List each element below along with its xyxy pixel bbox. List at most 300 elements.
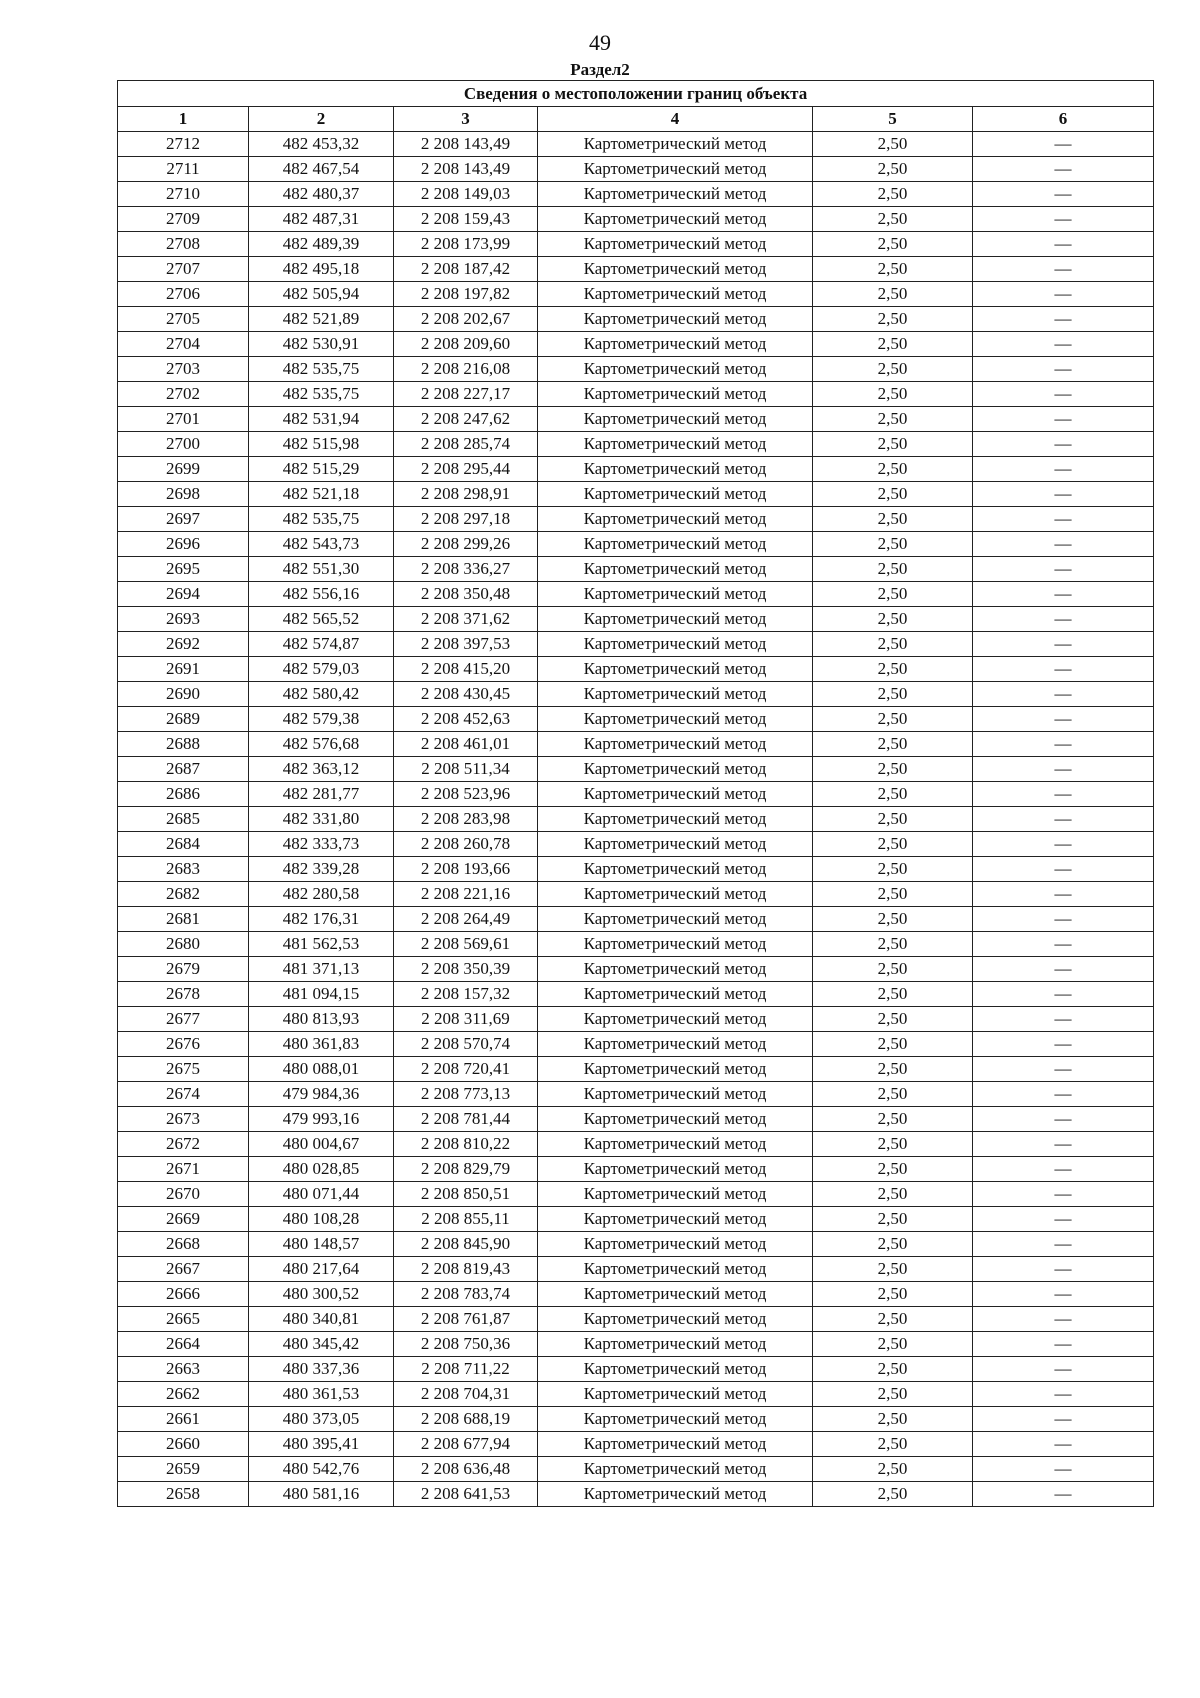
accuracy-cell: 2,50 [813,207,973,232]
x-coordinate-cell: 482 505,94 [249,282,394,307]
description-cell: — [973,807,1154,832]
accuracy-cell: 2,50 [813,1257,973,1282]
table-row [118,232,1154,257]
point-number-cell: 2701 [118,407,249,432]
y-coordinate-cell: 2 208 430,45 [394,682,538,707]
description-cell: — [973,257,1154,282]
method-cell: Картометрический метод [538,682,813,707]
accuracy-cell: 2,50 [813,882,973,907]
accuracy-cell: 2,50 [813,982,973,1007]
column-header-4: 4 [538,107,813,132]
x-coordinate-cell: 480 108,28 [249,1207,394,1232]
description-cell: — [973,1357,1154,1382]
y-coordinate-cell: 2 208 350,39 [394,957,538,982]
x-coordinate-cell: 482 176,31 [249,907,394,932]
method-cell: Картометрический метод [538,557,813,582]
y-coordinate-cell: 2 208 773,13 [394,1082,538,1107]
method-cell: Картометрический метод [538,282,813,307]
accuracy-cell: 2,50 [813,1282,973,1307]
accuracy-cell: 2,50 [813,1307,973,1332]
accuracy-cell: 2,50 [813,707,973,732]
point-number-cell: 2704 [118,332,249,357]
point-number-cell: 2677 [118,1007,249,1032]
point-number-cell: 2662 [118,1382,249,1407]
description-cell: — [973,557,1154,582]
point-number-cell: 2669 [118,1207,249,1232]
point-number-cell: 2709 [118,207,249,232]
x-coordinate-cell: 482 531,94 [249,407,394,432]
x-coordinate-cell: 480 361,53 [249,1382,394,1407]
x-coordinate-cell: 480 345,42 [249,1332,394,1357]
accuracy-cell: 2,50 [813,232,973,257]
table-row [118,382,1154,407]
x-coordinate-cell: 480 813,93 [249,1007,394,1032]
point-number-cell: 2674 [118,1082,249,1107]
x-coordinate-cell: 482 530,91 [249,332,394,357]
x-coordinate-cell: 480 373,05 [249,1407,394,1432]
method-cell: Картометрический метод [538,1082,813,1107]
table-row [118,257,1154,282]
x-coordinate-cell: 480 361,83 [249,1032,394,1057]
x-coordinate-cell: 482 574,87 [249,632,394,657]
description-cell: — [973,757,1154,782]
x-coordinate-cell: 481 562,53 [249,932,394,957]
accuracy-cell: 2,50 [813,507,973,532]
accuracy-cell: 2,50 [813,582,973,607]
table-caption: Сведения о местоположении границ объекта [118,81,1154,107]
x-coordinate-cell: 482 495,18 [249,257,394,282]
y-coordinate-cell: 2 208 159,43 [394,207,538,232]
table-row [118,1132,1154,1157]
point-number-cell: 2707 [118,257,249,282]
description-cell: — [973,582,1154,607]
y-coordinate-cell: 2 208 850,51 [394,1182,538,1207]
method-cell: Картометрический метод [538,782,813,807]
accuracy-cell: 2,50 [813,1457,973,1482]
accuracy-cell: 2,50 [813,257,973,282]
accuracy-cell: 2,50 [813,807,973,832]
description-cell: — [973,1082,1154,1107]
table-row [118,832,1154,857]
point-number-cell: 2711 [118,157,249,182]
y-coordinate-cell: 2 208 143,49 [394,132,538,157]
x-coordinate-cell: 480 071,44 [249,1182,394,1207]
method-cell: Картометрический метод [538,1132,813,1157]
x-coordinate-cell: 482 363,12 [249,757,394,782]
accuracy-cell: 2,50 [813,1382,973,1407]
x-coordinate-cell: 482 515,98 [249,432,394,457]
point-number-cell: 2700 [118,432,249,457]
description-cell: — [973,407,1154,432]
accuracy-cell: 2,50 [813,432,973,457]
x-coordinate-cell: 480 004,67 [249,1132,394,1157]
point-number-cell: 2672 [118,1132,249,1157]
point-number-cell: 2682 [118,882,249,907]
y-coordinate-cell: 2 208 845,90 [394,1232,538,1257]
y-coordinate-cell: 2 208 283,98 [394,807,538,832]
accuracy-cell: 2,50 [813,932,973,957]
table-row [118,582,1154,607]
method-cell: Картометрический метод [538,232,813,257]
x-coordinate-cell: 482 576,68 [249,732,394,757]
y-coordinate-cell: 2 208 298,91 [394,482,538,507]
point-number-cell: 2660 [118,1432,249,1457]
x-coordinate-cell: 482 556,16 [249,582,394,607]
y-coordinate-cell: 2 208 636,48 [394,1457,538,1482]
description-cell: — [973,882,1154,907]
point-number-cell: 2664 [118,1332,249,1357]
y-coordinate-cell: 2 208 810,22 [394,1132,538,1157]
method-cell: Картометрический метод [538,1232,813,1257]
description-cell: — [973,1332,1154,1357]
y-coordinate-cell: 2 208 761,87 [394,1307,538,1332]
column-header-5: 5 [813,107,973,132]
y-coordinate-cell: 2 208 350,48 [394,582,538,607]
x-coordinate-cell: 479 993,16 [249,1107,394,1132]
table-row [118,1032,1154,1057]
y-coordinate-cell: 2 208 247,62 [394,407,538,432]
table-body [118,132,1154,1507]
table-row [118,607,1154,632]
y-coordinate-cell: 2 208 569,61 [394,932,538,957]
column-header-1: 1 [118,107,249,132]
y-coordinate-cell: 2 208 264,49 [394,907,538,932]
description-cell: — [973,1257,1154,1282]
method-cell: Картометрический метод [538,307,813,332]
table-row [118,407,1154,432]
description-cell: — [973,1382,1154,1407]
x-coordinate-cell: 482 280,58 [249,882,394,907]
method-cell: Картометрический метод [538,1032,813,1057]
description-cell: — [973,432,1154,457]
x-coordinate-cell: 480 028,85 [249,1157,394,1182]
accuracy-cell: 2,50 [813,1482,973,1507]
table-row [118,782,1154,807]
table-row [118,757,1154,782]
y-coordinate-cell: 2 208 299,26 [394,532,538,557]
y-coordinate-cell: 2 208 688,19 [394,1407,538,1432]
x-coordinate-cell: 480 395,41 [249,1432,394,1457]
table-row [118,707,1154,732]
accuracy-cell: 2,50 [813,607,973,632]
method-cell: Картометрический метод [538,457,813,482]
table-row [118,1407,1154,1432]
point-number-cell: 2658 [118,1482,249,1507]
method-cell: Картометрический метод [538,1357,813,1382]
method-cell: Картометрический метод [538,482,813,507]
accuracy-cell: 2,50 [813,357,973,382]
x-coordinate-cell: 482 467,54 [249,157,394,182]
description-cell: — [973,1407,1154,1432]
accuracy-cell: 2,50 [813,482,973,507]
point-number-cell: 2667 [118,1257,249,1282]
y-coordinate-cell: 2 208 711,22 [394,1357,538,1382]
method-cell: Картометрический метод [538,832,813,857]
x-coordinate-cell: 482 579,03 [249,657,394,682]
accuracy-cell: 2,50 [813,657,973,682]
accuracy-cell: 2,50 [813,1207,973,1232]
point-number-cell: 2690 [118,682,249,707]
point-number-cell: 2675 [118,1057,249,1082]
description-cell: — [973,1182,1154,1207]
method-cell: Картометрический метод [538,1007,813,1032]
description-cell: — [973,982,1154,1007]
accuracy-cell: 2,50 [813,832,973,857]
x-coordinate-cell: 482 535,75 [249,357,394,382]
x-coordinate-cell: 481 371,13 [249,957,394,982]
method-cell: Картометрический метод [538,182,813,207]
page-number: 49 [589,30,611,55]
table-header-row [118,107,1154,132]
method-cell: Картометрический метод [538,632,813,657]
accuracy-cell: 2,50 [813,1407,973,1432]
point-number-cell: 2686 [118,782,249,807]
y-coordinate-cell: 2 208 221,16 [394,882,538,907]
point-number-cell: 2695 [118,557,249,582]
y-coordinate-cell: 2 208 157,32 [394,982,538,1007]
accuracy-cell: 2,50 [813,857,973,882]
y-coordinate-cell: 2 208 397,53 [394,632,538,657]
y-coordinate-cell: 2 208 570,74 [394,1032,538,1057]
x-coordinate-cell: 482 565,52 [249,607,394,632]
y-coordinate-cell: 2 208 285,74 [394,432,538,457]
x-coordinate-cell: 482 551,30 [249,557,394,582]
method-cell: Картометрический метод [538,382,813,407]
accuracy-cell: 2,50 [813,957,973,982]
method-cell: Картометрический метод [538,582,813,607]
table-row [118,932,1154,957]
x-coordinate-cell: 482 487,31 [249,207,394,232]
table-row [118,1357,1154,1382]
method-cell: Картометрический метод [538,932,813,957]
method-cell: Картометрический метод [538,1107,813,1132]
x-coordinate-cell: 479 984,36 [249,1082,394,1107]
method-cell: Картометрический метод [538,732,813,757]
table-row [118,1432,1154,1457]
accuracy-cell: 2,50 [813,1107,973,1132]
point-number-cell: 2708 [118,232,249,257]
description-cell: — [973,332,1154,357]
table-row [118,132,1154,157]
table-row [118,1232,1154,1257]
accuracy-cell: 2,50 [813,557,973,582]
point-number-cell: 2705 [118,307,249,332]
y-coordinate-cell: 2 208 461,01 [394,732,538,757]
point-number-cell: 2684 [118,832,249,857]
description-cell: — [973,932,1154,957]
description-cell: — [973,382,1154,407]
table-caption-row [118,81,1154,107]
accuracy-cell: 2,50 [813,532,973,557]
table-row [118,282,1154,307]
table-row [118,907,1154,932]
table-row [118,1482,1154,1507]
method-cell: Картометрический метод [538,432,813,457]
y-coordinate-cell: 2 208 819,43 [394,1257,538,1282]
point-number-cell: 2681 [118,907,249,932]
x-coordinate-cell: 480 581,16 [249,1482,394,1507]
point-number-cell: 2680 [118,932,249,957]
table-row [118,682,1154,707]
y-coordinate-cell: 2 208 704,31 [394,1382,538,1407]
method-cell: Картометрический метод [538,957,813,982]
table-row [118,982,1154,1007]
description-cell: — [973,1132,1154,1157]
method-cell: Картометрический метод [538,1382,813,1407]
description-cell: — [973,1432,1154,1457]
accuracy-cell: 2,50 [813,157,973,182]
description-cell: — [973,132,1154,157]
y-coordinate-cell: 2 208 720,41 [394,1057,538,1082]
point-number-cell: 2710 [118,182,249,207]
x-coordinate-cell: 480 542,76 [249,1457,394,1482]
point-number-cell: 2712 [118,132,249,157]
accuracy-cell: 2,50 [813,1182,973,1207]
method-cell: Картометрический метод [538,807,813,832]
point-number-cell: 2663 [118,1357,249,1382]
method-cell: Картометрический метод [538,1307,813,1332]
y-coordinate-cell: 2 208 452,63 [394,707,538,732]
point-number-cell: 2703 [118,357,249,382]
x-coordinate-cell: 482 521,18 [249,482,394,507]
point-number-cell: 2697 [118,507,249,532]
method-cell: Картометрический метод [538,332,813,357]
accuracy-cell: 2,50 [813,732,973,757]
table-row [118,1257,1154,1282]
description-cell: — [973,507,1154,532]
table-row [118,532,1154,557]
method-cell: Картометрический метод [538,1182,813,1207]
table-row [118,507,1154,532]
y-coordinate-cell: 2 208 193,66 [394,857,538,882]
table-row [118,957,1154,982]
table-row [118,182,1154,207]
table-row [118,1007,1154,1032]
section-title: Раздел2 [570,60,630,79]
table-row [118,1457,1154,1482]
method-cell: Картометрический метод [538,1332,813,1357]
method-cell: Картометрический метод [538,607,813,632]
accuracy-cell: 2,50 [813,457,973,482]
table-row [118,1282,1154,1307]
description-cell: — [973,857,1154,882]
method-cell: Картометрический метод [538,207,813,232]
table-row [118,1182,1154,1207]
accuracy-cell: 2,50 [813,1357,973,1382]
description-cell: — [973,1482,1154,1507]
method-cell: Картометрический метод [538,1482,813,1507]
method-cell: Картометрический метод [538,1257,813,1282]
accuracy-cell: 2,50 [813,332,973,357]
point-number-cell: 2706 [118,282,249,307]
description-cell: — [973,1457,1154,1482]
y-coordinate-cell: 2 208 297,18 [394,507,538,532]
x-coordinate-cell: 480 337,36 [249,1357,394,1382]
description-cell: — [973,532,1154,557]
x-coordinate-cell: 482 543,73 [249,532,394,557]
description-cell: — [973,357,1154,382]
y-coordinate-cell: 2 208 149,03 [394,182,538,207]
table-row [118,1057,1154,1082]
y-coordinate-cell: 2 208 311,69 [394,1007,538,1032]
method-cell: Картометрический метод [538,1407,813,1432]
method-cell: Картометрический метод [538,657,813,682]
x-coordinate-cell: 482 535,75 [249,382,394,407]
table-row [118,1382,1154,1407]
table-row [118,857,1154,882]
x-coordinate-cell: 482 489,39 [249,232,394,257]
column-header-3: 3 [394,107,538,132]
table-row [118,307,1154,332]
column-header-6: 6 [973,107,1154,132]
description-cell: — [973,1282,1154,1307]
x-coordinate-cell: 482 480,37 [249,182,394,207]
accuracy-cell: 2,50 [813,382,973,407]
method-cell: Картометрический метод [538,1157,813,1182]
y-coordinate-cell: 2 208 187,42 [394,257,538,282]
description-cell: — [973,832,1154,857]
point-number-cell: 2692 [118,632,249,657]
method-cell: Картометрический метод [538,132,813,157]
y-coordinate-cell: 2 208 227,17 [394,382,538,407]
method-cell: Картометрический метод [538,532,813,557]
point-number-cell: 2693 [118,607,249,632]
table-row [118,207,1154,232]
table-row [118,1307,1154,1332]
description-cell: — [973,1157,1154,1182]
y-coordinate-cell: 2 208 783,74 [394,1282,538,1307]
point-number-cell: 2688 [118,732,249,757]
x-coordinate-cell: 482 515,29 [249,457,394,482]
accuracy-cell: 2,50 [813,282,973,307]
y-coordinate-cell: 2 208 677,94 [394,1432,538,1457]
table-row [118,357,1154,382]
description-cell: — [973,632,1154,657]
method-cell: Картометрический метод [538,882,813,907]
y-coordinate-cell: 2 208 336,27 [394,557,538,582]
column-header-2: 2 [249,107,394,132]
description-cell: — [973,682,1154,707]
x-coordinate-cell: 481 094,15 [249,982,394,1007]
method-cell: Картометрический метод [538,1432,813,1457]
accuracy-cell: 2,50 [813,132,973,157]
description-cell: — [973,457,1154,482]
description-cell: — [973,232,1154,257]
table-row [118,432,1154,457]
method-cell: Картометрический метод [538,157,813,182]
method-cell: Картометрический метод [538,1057,813,1082]
description-cell: — [973,307,1154,332]
table-row [118,482,1154,507]
point-number-cell: 2698 [118,482,249,507]
method-cell: Картометрический метод [538,1457,813,1482]
point-number-cell: 2661 [118,1407,249,1432]
table-row [118,557,1154,582]
accuracy-cell: 2,50 [813,182,973,207]
y-coordinate-cell: 2 208 641,53 [394,1482,538,1507]
description-cell: — [973,782,1154,807]
y-coordinate-cell: 2 208 216,08 [394,357,538,382]
description-cell: — [973,282,1154,307]
point-number-cell: 2699 [118,457,249,482]
table-row [118,157,1154,182]
description-cell: — [973,1307,1154,1332]
description-cell: — [973,1107,1154,1132]
x-coordinate-cell: 482 580,42 [249,682,394,707]
point-number-cell: 2670 [118,1182,249,1207]
description-cell: — [973,707,1154,732]
point-number-cell: 2685 [118,807,249,832]
